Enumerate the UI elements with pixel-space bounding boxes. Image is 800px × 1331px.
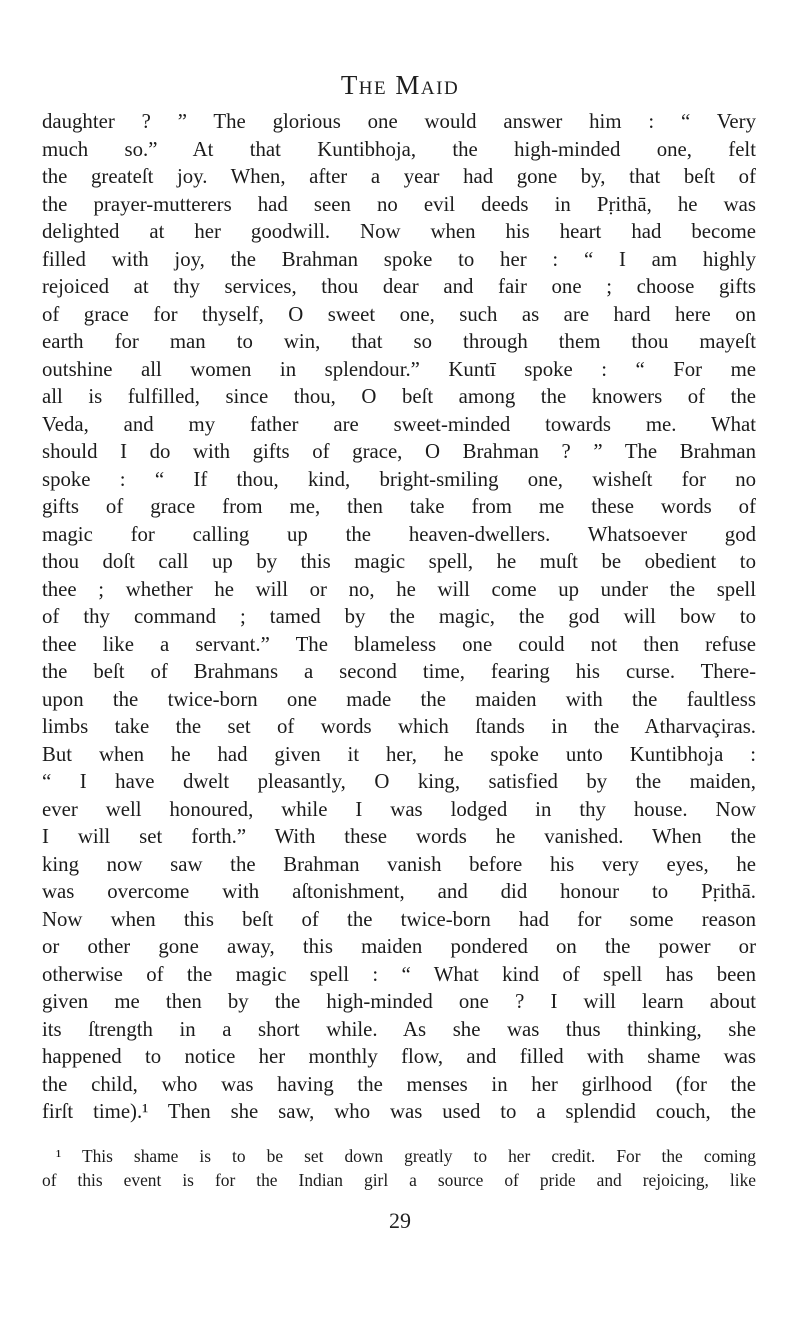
text-line: much so.” At that Kuntibhoja, the high-minded one, felt bbox=[42, 137, 756, 161]
text-line: gifts of grace from me, then take from me these words of bbox=[42, 495, 756, 518]
text-line: the child, who was having the menses in her girlhood (for the bbox=[42, 1072, 756, 1096]
text-line: firſt time).¹ Then she saw, who was used to a splendid couch, the bbox=[42, 1100, 756, 1123]
text-line: thee ; whether he will or no, he will come up under the spell bbox=[42, 577, 756, 601]
text-line: delighted at her goodwill. Now when his heart had become bbox=[42, 220, 756, 243]
text-line: limbs take the set of words which ſtands in the Atharvaçiras. bbox=[42, 715, 756, 738]
text-line: or other gone away, this maiden pondered on the power or bbox=[42, 935, 756, 958]
text-line: of thy command ; tamed by the magic, the god will bow to bbox=[42, 605, 756, 628]
text-line: thou doſt call up by this magic spell, he muſt be obedient to bbox=[42, 550, 756, 573]
text-line: “ I have dwelt pleasantly, O king, satisfied by the maiden, bbox=[42, 770, 756, 793]
text-line: ever well honoured, while I was lodged in thy house. Now bbox=[42, 797, 756, 821]
text-line: its ſtrength in a short while. As she was thus thinking, she bbox=[42, 1017, 756, 1041]
text-line: the greateſt joy. When, after a year had gone by, that beſt of bbox=[42, 165, 756, 188]
text-line: rejoiced at thy services, thou dear and fair one ; choose gifts bbox=[42, 275, 756, 298]
footnote-line: of this event is for the Indian girl a source of pride and rejoicing, like bbox=[42, 1170, 756, 1190]
text-line: Veda, and my father are sweet-minded towards me. What bbox=[42, 412, 756, 436]
footnote-line: ¹ This shame is to be set down greatly to her credit. For the coming bbox=[56, 1146, 756, 1166]
text-line: the prayer-mutterers had seen no evil deeds in Pṛithā, he was bbox=[42, 192, 756, 216]
page-number: 29 bbox=[389, 1208, 411, 1233]
text-line: thee like a servant.” The blameless one could not then refuse bbox=[42, 632, 756, 656]
text-line: given me then by the high-minded one ? I will learn about bbox=[42, 990, 756, 1013]
text-line: I will set forth.” With these words he vanished. When the bbox=[42, 825, 756, 848]
text-line: of grace for thyself, O sweet one, such as are hard here on bbox=[42, 302, 756, 326]
text-line: Now when this beſt of the twice-born had for some reason bbox=[42, 907, 756, 931]
running-head: The Maid bbox=[340, 70, 460, 100]
text-line: the beſt of Brahmans a second time, fearing his curse. There- bbox=[42, 660, 756, 683]
text-line: all is fulfilled, since thou, O beſt among the knowers of the bbox=[42, 385, 756, 408]
text-line: earth for man to win, that so through them thou mayeſt bbox=[42, 330, 756, 353]
text-line: magic for calling up the heaven-dwellers. Whatsoever god bbox=[42, 522, 756, 546]
body-text bbox=[42, 108, 756, 1126]
text-line: king now saw the Brahman vanish before his very eyes, he bbox=[42, 852, 756, 876]
text-line: outshine all women in splendour.” Kuntī spoke : “ For me bbox=[42, 357, 756, 381]
text-line: was overcome with aſtonishment, and did honour to Pṛithā. bbox=[42, 880, 756, 903]
text-line: should I do with gifts of grace, O Brahman ? ” The Brahman bbox=[42, 440, 756, 463]
text-line: spoke : “ If thou, kind, bright-smiling one, wisheſt for no bbox=[42, 467, 756, 491]
text-line: But when he had given it her, he spoke unto Kuntibhoja : bbox=[42, 742, 756, 766]
text-line: happened to notice her monthly flow, and filled with shame was bbox=[42, 1045, 756, 1068]
text-line: otherwise of the magic spell : “ What kind of spell has been bbox=[42, 962, 756, 986]
text-line: daughter ? ” The glorious one would answer him : “ Very bbox=[42, 110, 756, 133]
footnotes bbox=[42, 1144, 756, 1192]
text-line: upon the twice-born one made the maiden with the faultless bbox=[42, 687, 756, 711]
text-line: filled with joy, the Brahman spoke to her : “ I am highly bbox=[42, 247, 756, 271]
